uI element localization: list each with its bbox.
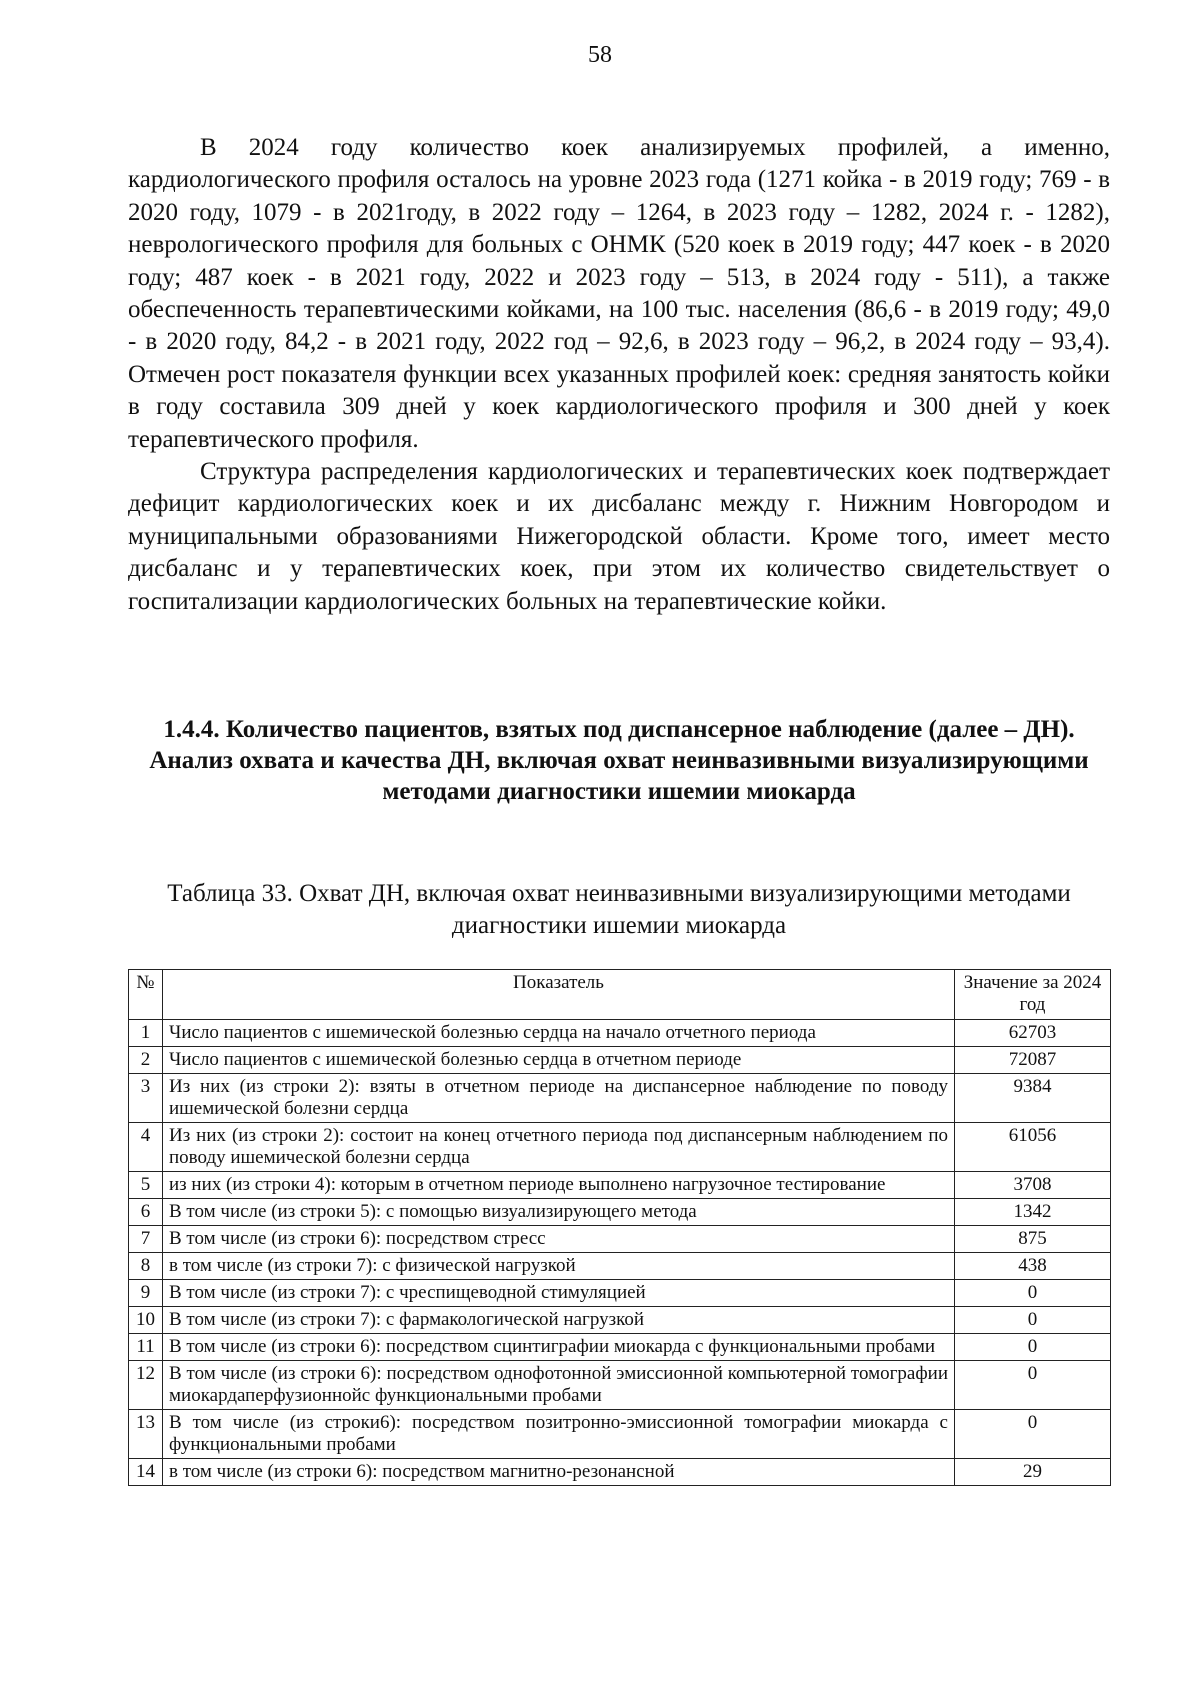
- table-row: [129, 1047, 1111, 1074]
- paragraph-beds: В 2024 году количество коек анализируемых профилей, а именно, кардиологического профиля осталось на уровне 2023 года (1271 койка - в 2019 году; 769 - в 2020 году, 1079 - в 2021году, в 2022 году – 1264, в 2023 году – 1282, 2024 г. - 1282), неврологического профиля для больных с ОНМК (520 коек в 2019 году; 447 коек - в 2020 году; 487 коек - в 2021 году, 2022 и 2023 году – 513, в 2024 году - 511), а также обеспеченность терапевтическими койками, на 100 тыс. населения (86,6 - в 2019 году; 49,0 - в 2020 году, 84,2 - в 2021 году, 2022 год – 92,6, в 2023 году – 96,2, в 2024 году – 93,4). Отмечен рост показателя функции всех указанных профилей коек: средняя занятость койки в году составила 309 дней у коек кардиологического профиля и 300 дней у коек терапевтического профиля.: [128, 134, 1110, 453]
- table-row: [129, 1226, 1111, 1253]
- table-row: [129, 1334, 1111, 1361]
- header-indicator: Показатель: [163, 970, 955, 1020]
- row-value: 29: [955, 1459, 1111, 1486]
- row-indicator: в том числе (из строки 7): с физической нагрузкой: [163, 1253, 955, 1280]
- row-number: 13: [129, 1410, 163, 1459]
- row-number: 6: [129, 1199, 163, 1226]
- table-row: [129, 1361, 1111, 1410]
- row-number: 9: [129, 1280, 163, 1307]
- table-row: [129, 1410, 1111, 1459]
- row-number: 12: [129, 1361, 163, 1410]
- table-row: [129, 1199, 1111, 1226]
- row-value: 0: [955, 1307, 1111, 1334]
- row-number: 14: [129, 1459, 163, 1486]
- row-indicator: в том числе (из строки 6): посредством магнитно-резонансной: [163, 1459, 955, 1486]
- table-row: [129, 1307, 1111, 1334]
- table-caption: Таблица 33. Охват ДН, включая охват неинвазивными визуализирующими методами диагностики ишемии миокарда: [167, 880, 1071, 939]
- row-number: 11: [129, 1334, 163, 1361]
- row-number: 4: [129, 1123, 163, 1172]
- body-text: [128, 132, 1110, 618]
- row-indicator: В том числе (из строки6): посредством позитронно-эмиссионной томографии миокарда с функциональными пробами: [163, 1410, 955, 1459]
- row-indicator: В том числе (из строки 7): с фармакологической нагрузкой: [163, 1307, 955, 1334]
- row-value: 0: [955, 1280, 1111, 1307]
- row-value: 61056: [955, 1123, 1111, 1172]
- row-number: 7: [129, 1226, 163, 1253]
- row-number: 3: [129, 1074, 163, 1123]
- row-indicator: Число пациентов с ишемической болезнью сердца на начало отчетного периода: [163, 1020, 955, 1047]
- row-value: 3708: [955, 1172, 1111, 1199]
- row-value: 438: [955, 1253, 1111, 1280]
- coverage-table: [128, 969, 1111, 1486]
- row-value: 0: [955, 1410, 1111, 1459]
- row-value: 9384: [955, 1074, 1111, 1123]
- table-row: [129, 1280, 1111, 1307]
- table-row: [129, 1459, 1111, 1486]
- row-number: 2: [129, 1047, 163, 1074]
- section-heading: 1.4.4. Количество пациентов, взятых под диспансерное наблюдение (далее – ДН). Анализ охвата и качества ДН, включая охват неинвазивными визуализирующими методами диагностики ишемии миокарда: [149, 716, 1089, 805]
- row-indicator: В том числе (из строки 6): посредством однофотонной эмиссионной компьютерной томографии миокардаперфузионнойс функциональными пробами: [163, 1361, 955, 1410]
- header-num: №: [129, 970, 163, 1020]
- row-indicator: Из них (из строки 2): взяты в отчетном периоде на диспансерное наблюдение по поводу ишемической болезни сердца: [163, 1074, 955, 1123]
- table-header-row: [129, 970, 1111, 1020]
- row-indicator: В том числе (из строки 6): посредством стресс: [163, 1226, 955, 1253]
- row-value: 72087: [955, 1047, 1111, 1074]
- page-number: 58: [588, 42, 612, 68]
- row-number: 10: [129, 1307, 163, 1334]
- row-value: 62703: [955, 1020, 1111, 1047]
- row-number: 5: [129, 1172, 163, 1199]
- row-number: 1: [129, 1020, 163, 1047]
- table-row: [129, 1074, 1111, 1123]
- table-row: [129, 1172, 1111, 1199]
- row-indicator: Из них (из строки 2): состоит на конец отчетного периода под диспансерным наблюдением по поводу ишемической болезни сердца: [163, 1123, 955, 1172]
- row-value: 1342: [955, 1199, 1111, 1226]
- row-indicator: Число пациентов с ишемической болезнью сердца в отчетном периоде: [163, 1047, 955, 1074]
- row-indicator: В том числе (из строки 6): посредством сцинтиграфии миокарда с функциональными пробами: [163, 1334, 955, 1361]
- row-value: 0: [955, 1334, 1111, 1361]
- row-indicator: В том числе (из строки 7): с чреспищеводной стимуляцией: [163, 1280, 955, 1307]
- table-row: [129, 1123, 1111, 1172]
- row-value: 875: [955, 1226, 1111, 1253]
- row-indicator: В том числе (из строки 5): с помощью визуализирующего метода: [163, 1199, 955, 1226]
- row-value: 0: [955, 1361, 1111, 1410]
- row-indicator: из них (из строки 4): которым в отчетном периоде выполнено нагрузочное тестирование: [163, 1172, 955, 1199]
- row-number: 8: [129, 1253, 163, 1280]
- table-row: [129, 1253, 1111, 1280]
- header-value: Значение за 2024 год: [955, 970, 1111, 1020]
- paragraph-structure: Структура распределения кардиологических и терапевтических коек подтверждает дефицит кардиологических коек и их дисбаланс между г. Нижним Новгородом и муниципальными образованиями Нижегородской области. Кроме того, имеет место дисбаланс и у терапевтических коек, при этом их количество свидетельствует о госпитализации кардиологических больных на терапевтические койки.: [128, 458, 1110, 615]
- table-row: [129, 1020, 1111, 1047]
